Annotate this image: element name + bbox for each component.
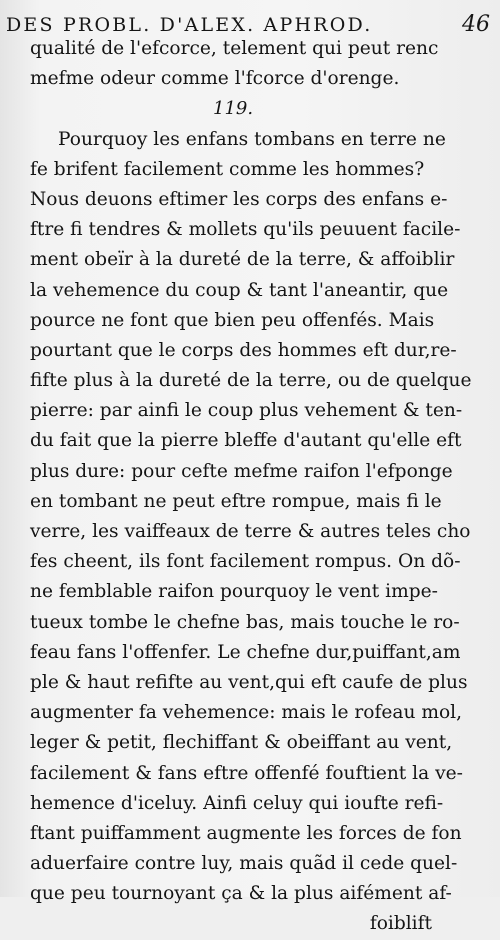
text-line: augmenter fa vehemence: mais le rofeau mol,	[30, 702, 463, 724]
text-line: ment obeïr à la dureté de la terre, & affoiblir	[30, 249, 455, 271]
text-line: ftant puiffamment augmente les forces de fon	[30, 822, 462, 844]
catchword: foiblift	[369, 913, 432, 935]
text-line: que peu tournoyant ça & la plus aifément af-	[30, 883, 452, 905]
text-line: ple & haut refifte au vent,qui eft caufe de plus	[30, 671, 468, 693]
text-line: verre, les vaiffeaux de terre & autres teles cho	[30, 521, 471, 542]
text-line: facilement & fans eftre offenfé fouftient la ve-	[30, 762, 463, 784]
text-line: en tombant ne peut eftre rompue, mais fi le	[30, 490, 442, 512]
question-line: Pourquoy les enfans tombans en terre ne	[58, 128, 446, 150]
text-line: tueux tombe le chefne bas, mais touche le ro-	[30, 611, 460, 633]
text-line: du fait que la pierre bleffe d'autant qu'elle eft	[30, 430, 462, 452]
question-line: fe brifent facilement comme les hommes?	[30, 158, 425, 180]
text-line: fifte plus à la dureté de la terre, ou de quelque	[30, 370, 472, 392]
text-line: la vehemence du coup & tant l'aneantir, que	[30, 279, 449, 301]
text-line: feau fans l'offenfer. Le chefne dur,puiffant,am	[30, 641, 461, 663]
text-line: qualité de l'efcorce, telement qui peut renc	[30, 38, 439, 59]
page-number: 46	[462, 12, 490, 37]
text-line: leger & petit, flechiffant & obeiffant au vent,	[30, 732, 453, 754]
text-line: aduerfaire contre luy, mais quãd il cede quel-	[30, 853, 458, 875]
text-line: ftre fi tendres & mollets qu'ils peuuent facile-	[30, 219, 461, 241]
text-line: ne femblable raifon pourquoy le vent impe-	[30, 581, 438, 603]
text-line: pourtant que le corps des hommes eft dur,re-	[30, 339, 457, 361]
text-line: fes cheent, ils font facilement rompus. On dõ-	[30, 551, 461, 573]
text-line: pource ne font que bien peu offenfés. Mais	[30, 309, 435, 331]
text-line: mefme odeur comme l'fcorce d'orenge.	[30, 68, 400, 90]
running-title: DES PROBL. D'ALEX. APHROD.	[6, 14, 373, 36]
text-line: Nous deuons eftimer les corps des enfans e-	[30, 188, 448, 210]
problem-number: 119.	[213, 98, 254, 120]
body-text	[30, 34, 492, 940]
text-line: hemence d'iceluy. Ainfi celuy qui ioufte refi-	[30, 792, 444, 814]
text-line: plus dure: pour cefte mefme raifon l'efponge	[30, 460, 453, 482]
text-line: pierre: par ainfi le coup plus vehement & ten-	[30, 400, 463, 422]
